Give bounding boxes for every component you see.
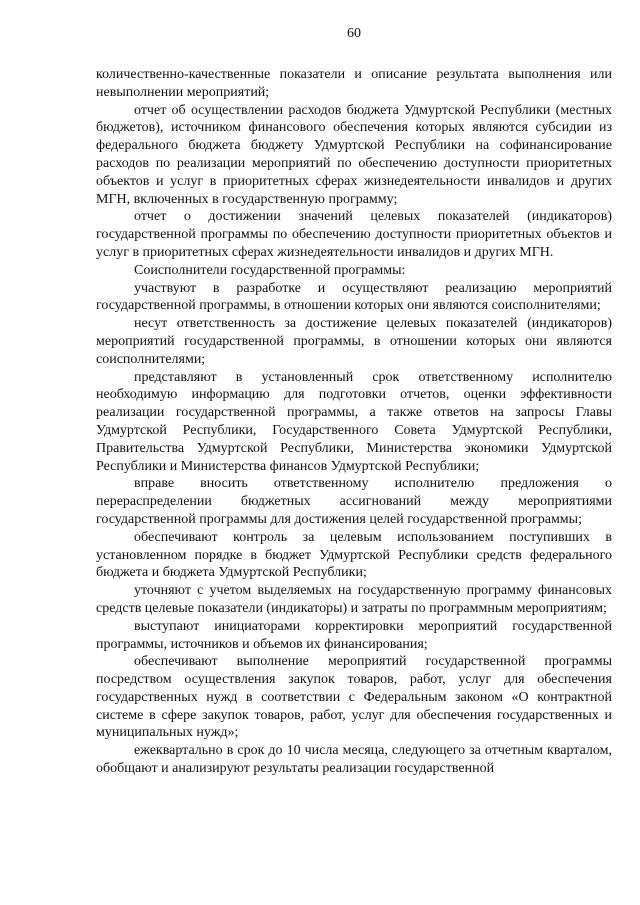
document-page (96, 26, 612, 778)
paragraph: количественно-качественные показатели и описание результата выполнения или невыполнении мероприятий; (96, 67, 612, 100)
paragraph: обеспечивают контроль за целевым использованием поступивших в установленном порядке в бюджет Удмуртской Республики средств федерального бюджета и бюджета Удмуртской Республики; (96, 529, 612, 581)
paragraph: обеспечивают выполнение мероприятий государственной программы посредством осуществления закупок товаров, работ, услуг для обеспечения государственных нужд в соответствии с Федеральным законом «О контрактной системе в сфере закупок товаров, работ, услуг для обеспечения государственных и муниципальных нужд»; (96, 654, 612, 741)
paragraph: ежеквартально в срок до 10 числа месяца, следующего за отчетным кварталом, обобщают и анализируют результаты реализации государственной (96, 743, 612, 777)
paragraph: вправе вносить ответственному исполнителю предложения о перераспределении бюджетных ассигнований между мероприятиями государственной программы для достижения целей государственной программы; (96, 476, 612, 527)
paragraph: участвуют в разработке и осуществляют реализацию мероприятий государственной программы, в отношении которых они являются соисполнителями; (96, 280, 612, 314)
paragraph: отчет о достижении значений целевых показателей (индикаторов) государственной программы по обеспечению доступности приоритетных объектов и услуг в приоритетных сферах жизнедеятельности инвалидов и других МГН. (96, 209, 612, 260)
paragraph: уточняют с учетом выделяемых на государственную программу финансовых средств целевые показатели (индикаторы) и затраты по программным мероприятиям; (96, 583, 612, 616)
document-body (96, 66, 612, 778)
paragraph: Соисполнители государственной программы: (134, 262, 406, 278)
paragraph: отчет об осуществлении расходов бюджета Удмуртской Республики (местных бюджетов), источником финансового обеспечения которых являются субсидии из федерального бюджета бюджету Удмуртской Республики на софинансирование расходов по реализации мероприятий по обеспечению доступности приоритетных объектов и услуг в приоритетных сферах жизнедеятельности инвалидов и других МГН, включенных в государственную программу; (96, 102, 612, 207)
paragraph: несут ответственность за достижение целевых показателей (индикаторов) мероприятий государственной программы, в отношении которых они являются соисполнителями; (96, 316, 612, 367)
page-number: 60 (347, 26, 361, 41)
paragraph: выступают инициаторами корректировки мероприятий государственной программы, источников и объемов их финансирования; (96, 618, 612, 652)
paragraph: представляют в установленный срок ответственному исполнителю необходимую информацию для подготовки отчетов, оценки эффективности реализации государственной программы, а также ответов на запросы Главы Удмуртской Республики, Государственного Совета Удмуртской Республики, Правительства Удмуртской Республики, Министерства экономики Удмуртской Республики и Министерства финансов Удмуртской Республики; (96, 369, 612, 474)
